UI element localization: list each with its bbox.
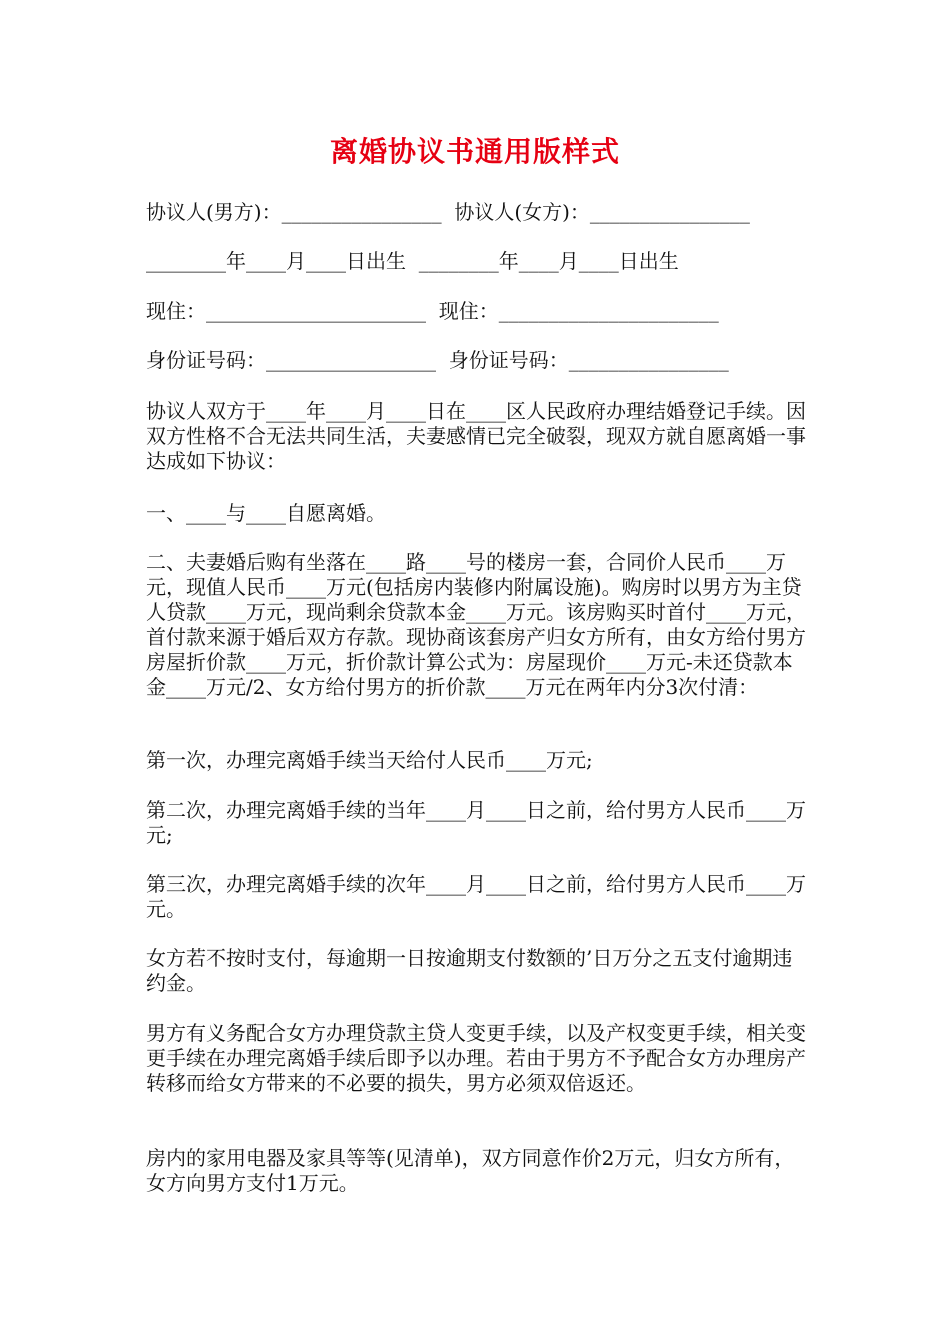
transfer-obligation-paragraph: 男方有义务配合女方办理贷款主贷人变更手续，以及产权变更手续，相关变更手续在办理完离婚手续后即予以办理。若由于男方不予配合女方办理房产转移而给女方带来的不必要的损失，男方必须双倍返还。 (146, 1021, 806, 1095)
birth-date-line: ________年____月____日出生 ________年____月____日出生 (146, 249, 679, 273)
id-number-line: 身份证号码：_________________ 身份证号码：________________ (146, 348, 729, 372)
payment-first: 第一次，办理完离婚手续当天给付人民币____万元; (146, 748, 593, 772)
document-title: 离婚协议书通用版样式 (329, 135, 620, 168)
furniture-paragraph: 房内的家用电器及家具等等(见清单)，双方同意作价2万元，归女方所有，女方向男方支付1万元。 (146, 1146, 795, 1195)
clause-one: 一、____与____自愿离婚。 (146, 501, 386, 525)
residence-line: 现住：______________________ 现住：______________________ (146, 299, 719, 323)
party-names-line: 协议人(男方)：________________ 协议人(女方)：________________ (146, 200, 750, 224)
payment-third: 第三次，办理完离婚手续的次年____月____日之前，给付男方人民币____万元。 (146, 872, 806, 921)
late-payment-paragraph: 女方若不按时支付，每逾期一日按逾期支付数额的’日万分之五支付逾期违约金。 (146, 946, 793, 995)
clause-two-property: 二、夫妻婚后购有坐落在____路____号的楼房一套，合同价人民币____万元，现值人民币____万元(包括房内装修内附属设施)。购房时以男方为主贷人贷款____万元，现尚剩余贷款本金____万元。该房购买时首付____万元，首付款来源于婚后双方存款。现协商该套房产归女方所有，由女方给付男方房屋折价款____万元，折价款计算公式为：房屋现价____万元-未还贷款本金____万元/2、女方给付男方的折价款____万元在两年内分3次付清： (146, 550, 806, 699)
payment-second: 第二次，办理完离婚手续的当年____月____日之前，给付男方人民币____万元; (146, 798, 806, 847)
marriage-statement-paragraph: 协议人双方于____年____月____日在____区人民政府办理结婚登记手续。因双方性格不合无法共同生活，夫妻感情已完全破裂，现双方就自愿离婚一事达成如下协议： (146, 399, 806, 473)
